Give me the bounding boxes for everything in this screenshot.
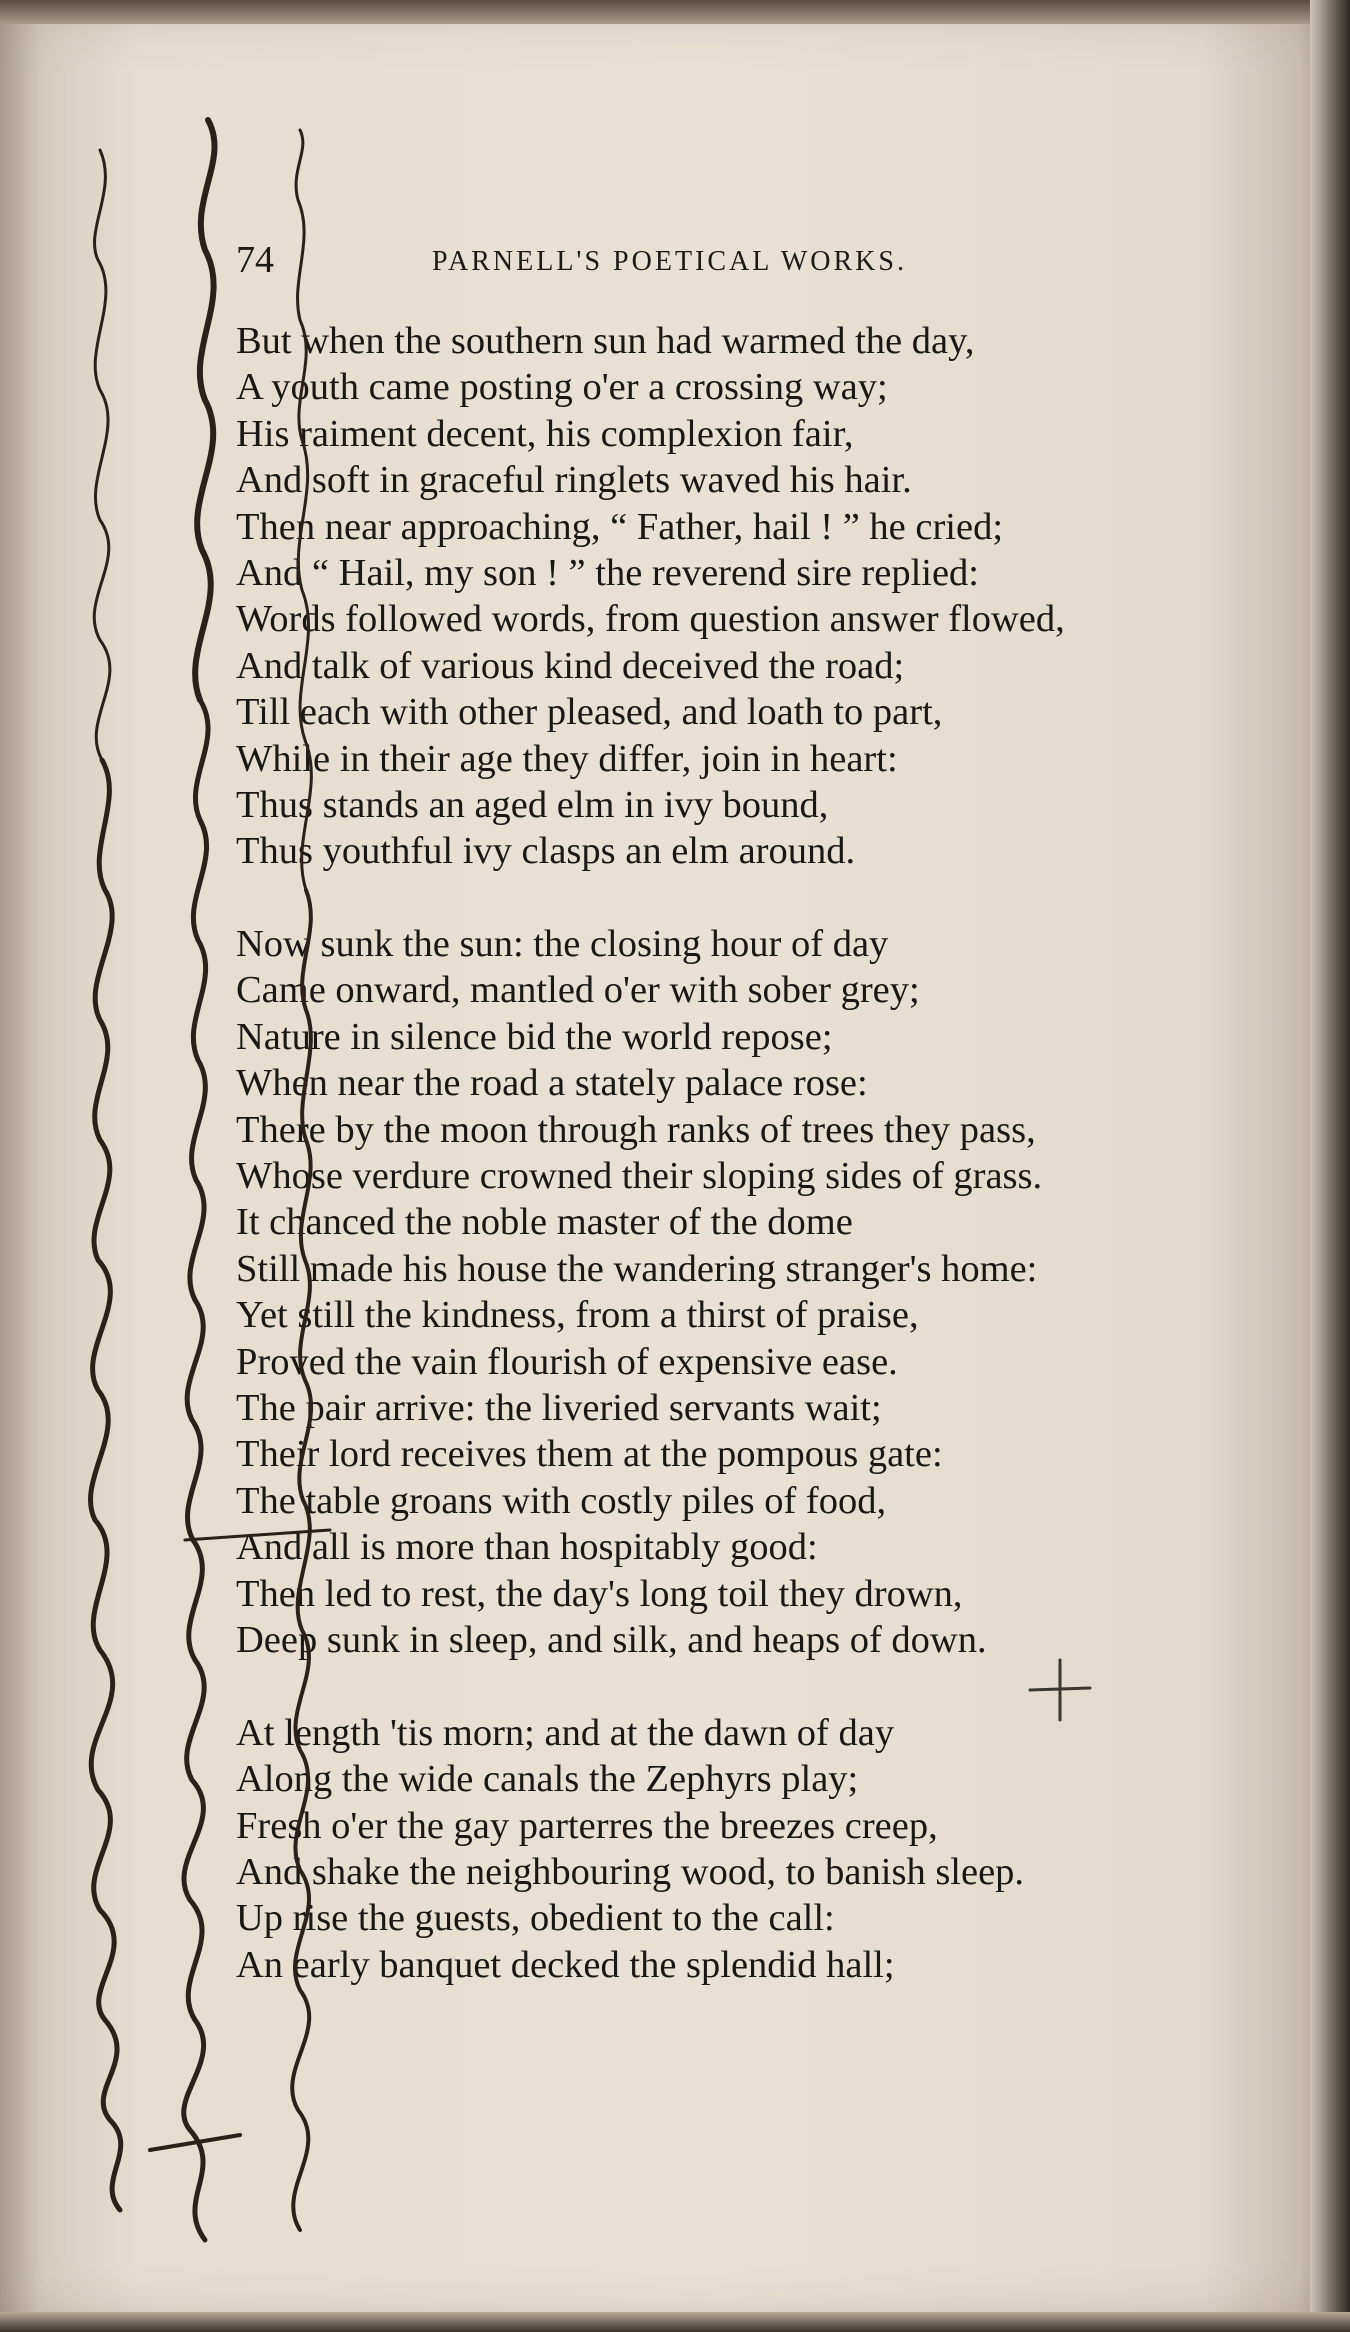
poem-line: Deep sunk in sleep, and silk, and heaps of down. — [236, 1618, 987, 1661]
poem-line: Nature in silence bid the world repose; — [236, 1015, 833, 1058]
poem-line: When near the road a stately palace rose: — [236, 1062, 868, 1105]
page-right-edge — [1310, 0, 1350, 2332]
poem-line: And “ Hail, my son ! ” the reverend sire replied: — [236, 551, 980, 594]
poem-line: Yet still the kindness, from a thirst of praise, — [236, 1294, 919, 1337]
page-bottom-edge — [0, 2312, 1350, 2332]
poem-line: Up rise the guests, obedient to the call: — [236, 1897, 835, 1940]
poem-line: An early banquet decked the splendid hall; — [236, 1943, 895, 1986]
poem-line: The pair arrive: the liveried servants wait; — [236, 1386, 882, 1429]
poem-line: Till each with other pleased, and loath to part, — [236, 691, 943, 734]
poem-line: A youth came posting o'er a crossing way; — [236, 366, 888, 409]
poem-line: Proved the vain flourish of expensive ease. — [236, 1340, 898, 1383]
poem-line: At length 'tis morn; and at the dawn of day — [236, 1711, 895, 1754]
poem-line: Then led to rest, the day's long toil they drown, — [236, 1572, 963, 1615]
poem-line: Then near approaching, “ Father, hail ! ” he cried; — [236, 505, 1004, 548]
poem-line: Thus youthful ivy clasps an elm around. — [236, 830, 856, 873]
poem-line: His raiment decent, his complexion fair, — [236, 412, 854, 455]
poem-line: Their lord receives them at the pompous gate: — [236, 1433, 943, 1476]
poem-line: Along the wide canals the Zephyrs play; — [236, 1758, 859, 1801]
poem-line: Still made his house the wandering stranger's home: — [236, 1247, 1038, 1290]
poem-line: Now sunk the sun: the closing hour of day — [236, 923, 889, 966]
poem-line: And shake the neighbouring wood, to banish sleep. — [236, 1850, 1025, 1893]
poem-line: But when the southern sun had warmed the day, — [236, 320, 975, 362]
stanza-break — [236, 1663, 1246, 1709]
page-header — [236, 238, 1076, 298]
poem-line: And talk of various kind deceived the road; — [236, 644, 905, 687]
poem-line: It chanced the noble master of the dome — [236, 1201, 853, 1244]
poem-line: And all is more than hospitably good: — [236, 1526, 818, 1569]
poem-line: The table groans with costly piles of food, — [236, 1479, 887, 1522]
stanza-break — [236, 875, 1246, 921]
page-top-edge — [0, 0, 1350, 24]
poem-line: Words followed words, from question answer flowed, — [236, 598, 1065, 641]
poem-line: There by the moon through ranks of trees they pass, — [236, 1108, 1036, 1151]
poem-line: Fresh o'er the gay parterres the breezes creep, — [236, 1804, 938, 1847]
running-head: PARNELL'S POETICAL WORKS. — [432, 246, 907, 277]
poem-line: Whose verdure crowned their sloping sides of grass. — [236, 1155, 1043, 1198]
poem-line: Thus stands an aged elm in ivy bound, — [236, 783, 829, 826]
poem-line: And soft in graceful ringlets waved his hair. — [236, 459, 912, 502]
poem-text — [236, 318, 1246, 1988]
page-number: 74 — [236, 239, 274, 281]
poem-line: While in their age they differ, join in heart: — [236, 737, 898, 780]
poem-line: Came onward, mantled o'er with sober grey; — [236, 969, 920, 1012]
